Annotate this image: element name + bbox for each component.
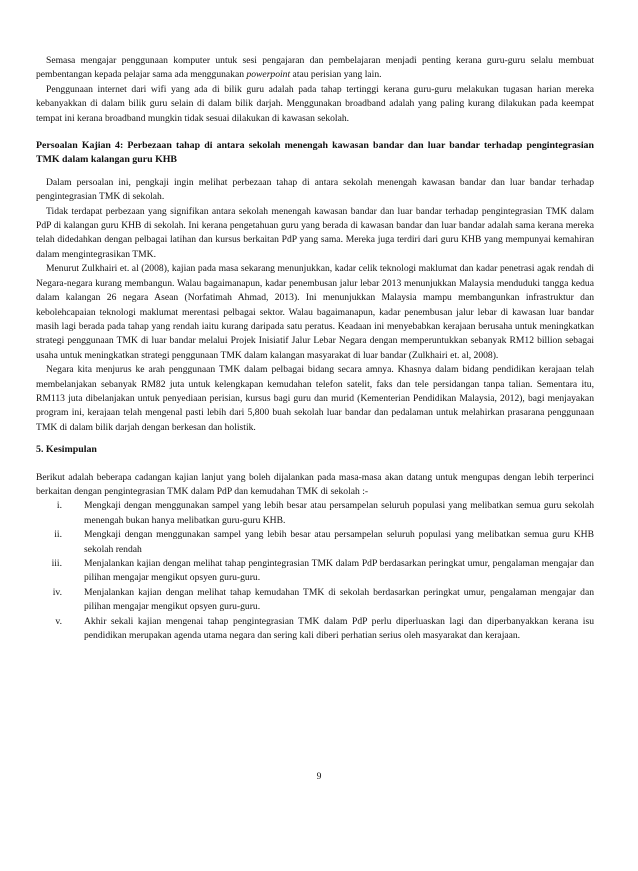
list-item-text: Mengkaji dengan menggunakan sampel yang lebih besar atau persampelan seluruh populasi yang melibatkan semua guru sekolah menengah bukan hanya melibatkan guru-guru KHB. — [84, 500, 594, 526]
body-paragraph: Dalam persoalan ini, pengkaji ingin melihat perbezaan tahap di antara sekolah menengah kawasan bandar dan luar bandar terhadap pengintegrasian TMK di sekolah. — [36, 176, 594, 203]
list-item-text: Menjalankan kajian dengan melihat tahap kemudahan TMK di sekolah berdasarkan peringkat umur, pengalaman mengajar dan pilihan mengajar mengikut opsyen guru-guru. — [84, 586, 594, 613]
italic-term: powerpoint — [246, 69, 291, 81]
list-item — [36, 615, 594, 644]
document-page — [36, 54, 594, 643]
list-item — [36, 499, 594, 528]
page-number: 9 — [316, 771, 322, 782]
body-paragraph — [36, 54, 594, 83]
paragraph-text: atau perisian yang lain. — [290, 69, 382, 81]
list-item-text: Mengkaji dengan menggunakan sampel yang lebih besar atau persampelan seluruh populasi yang melibatkan semua guru KHB sekolah rendah — [84, 529, 594, 555]
list-item-text: Akhir sekali kajian mengenai tahap pengintegrasian TMK dalam PdP perlu diperluaskan lagi dan diperbanyakkan kerana isu pendidikan merupakan agenda utama negara dan sering kali diberi perhatian serius oleh masyarakat dan kerajaan. — [84, 615, 594, 642]
body-paragraph: Penggunaan internet dari wifi yang ada di bilik guru adalah pada tahap tertinggi kerana guru-guru melakukan tugasan harian mereka kebanyakkan di dalam bilik guru selain di dalam bilik darjah. Menggunakan broadband adalah yang paling kurang dilakukan pada keempat tempat ini kerana broadband mungkin tidak sesuai dilakukan di kawasan sekolah. — [36, 83, 594, 124]
list-item — [36, 557, 594, 586]
section-heading-kesimpulan: 5. Kesimpulan — [36, 444, 97, 456]
list-number: iv. — [52, 586, 62, 598]
body-paragraph: Negara kita menjurus ke arah penggunaan TMK dalam pelbagai bidang secara amnya. Khasnya dalam bidang pendidikan kerajaan telah membelanjakan sebanyak RM82 juta untuk kelengkapan kemudahan telefon satelit, faks dan tele persidangan tanpa talian. Sementara itu, RM113 juta dibelanjakan untuk penyediaan perisian, kursus bagi guru dan murid (Kementerian Pendidikan Malaysia, 2012), bagi menjayakan program ini, kerajaan telah mengenal pasti lebih dari 5,800 buah sekolah luar bandar dan pedalaman untuk melahirkan prasarana penggunaan TMK di dalam bilik darjah dengan berkesan dan holistik. — [36, 364, 594, 433]
section-body — [36, 176, 594, 435]
list-item — [36, 528, 594, 557]
list-item-text: Menjalankan kajian dengan melihat tahap pengintegrasian TMK dalam PdP berdasarkan peringkat umur, pengalaman mengajar dan pilihan mengajar mengikut opsyen guru-guru. — [84, 558, 594, 584]
paragraph-text: Semasa mengajar penggunaan komputer untuk sesi pengajaran dan pembelajaran menjadi penting kerana guru-guru selalu membuat pembentangan kepada pelajar sama ada menggunakan — [36, 55, 594, 81]
body-paragraph: Tidak terdapat perbezaan yang signifikan antara sekolah menengah kawasan bandar dan luar bandar terhadap pengintegrasian TMK dalam PdP di kalangan guru KHB di sekolah. Ini kerana pengetahuan guru yang berada di kawasan bandar dan luar bandar adalah sama kerana mereka telah didedahkan dengan pelbagai latihan dan kursus berkaitan PdP yang sama. Mereka juga terdiri dari guru KHB yang mempunyai kemahiran dalam mengintegrasikan TMK. — [36, 205, 594, 260]
list-item — [36, 586, 594, 615]
list-number: i. — [56, 500, 62, 512]
list-number: iii. — [51, 558, 62, 569]
list-number: v. — [55, 615, 62, 627]
conclusion-intro: Berikut adalah beberapa cadangan kajian lanjut yang boleh dijalankan pada masa-masa akan datang untuk mengupas dengan lebih terperinci berkaitan dengan pengintegrasian TMK dalam PdP dan kemudahan TMK di sekolah :- — [36, 471, 594, 497]
section-heading-kajian-4: Persoalan Kajian 4: Perbezaan tahap di antara sekolah menengah kawasan bandar dan luar bandar terhadap pengintegrasian TMK dalam kalangan guru KHB — [36, 140, 594, 166]
list-number: ii. — [54, 529, 62, 541]
recommendation-list — [36, 499, 594, 643]
conclusion-body — [36, 471, 594, 644]
body-paragraph: Menurut Zulkhairi et. al (2008), kajian pada masa sekarang menunjukkan, kadar celik teknologi maklumat dan kadar penetrasi agak rendah di Negara-negara kurang membangun. Walau bagaimanapun, kadar penembusan jalur lebar 2013 menunjukkan Malaysia menduduki tangga kedua dalam kalangan 26 negara Asean (Norfatimah Ahmad, 2013). Ini menunjukkan Malaysia mampu membangunkan infrastruktur dan kebolehcapaian teknologi maklumat merentasi pelbagai sektor. Walau bagaimanapun, kadar penembusan jalur lebar di kawasan luar bandar masih lagi berada pada tahap yang rendah iaitu kurang daripada satu peratus. Keadaan ini menyebabkan kerajaan berusaha untuk meningkatkan strategi penggunaan TMK di luar bandar melalui Projek Inisiatif Jalur Lebar Negara dengan memperuntukkan sebanyak RM12 billion sebagai usaha untuk meningkatkan strategi penggunaan TMK dalam kalangan masyarakat di luar bandar (Zulkhairi et. al, 2008). — [36, 263, 594, 361]
